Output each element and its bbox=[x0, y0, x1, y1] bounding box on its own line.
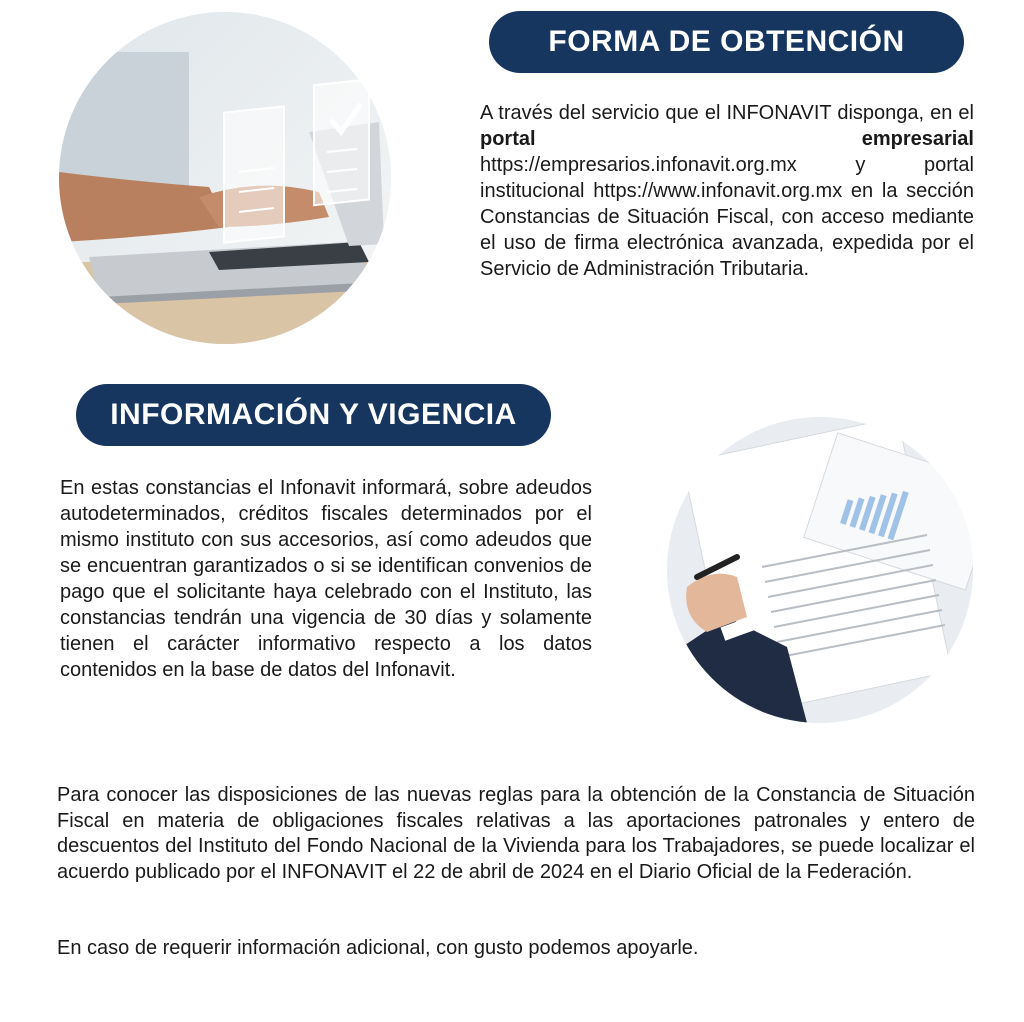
footer-paragraph: Para conocer las disposiciones de las nuevas reglas para la obtención de la Constancia de Situación Fiscal en materia de obligaciones fiscales relativas a las aportaciones patronales y entero de descuentos del Instituto del Fondo Nacional de la Vivienda para los Trabajadores, se puede localizar el acuerdo publicado por el INFONAVIT el 22 de abril de 2024 en el Diario Oficial de la Federación. bbox=[57, 784, 975, 883]
portal-empresarial-bold: portal empresarial bbox=[480, 128, 974, 150]
section-title-informacion-vigencia: INFORMACIÓN Y VIGENCIA bbox=[76, 384, 551, 446]
documents-pen-photo bbox=[667, 417, 973, 723]
laptop-illustration-icon bbox=[59, 12, 391, 344]
documents-illustration-icon bbox=[667, 417, 973, 723]
laptop-documents-photo bbox=[59, 12, 391, 344]
section-title-forma-obtencion: FORMA DE OBTENCIÓN bbox=[489, 11, 964, 73]
forma-obtencion-paragraph bbox=[480, 100, 974, 282]
closing-line: En caso de requerir información adicional, con gusto podemos apoyarle. bbox=[57, 937, 699, 959]
forma-obtencion-text-end: https://empresarios.infonavit.org.mx y portal institucional https://www.infonavit.org.mx en la sección Constancias de Situación Fiscal, con acceso mediante el uso de firma electrónica avanzada, expedida por el Servicio de Administración Tributaria. bbox=[480, 154, 974, 280]
informacion-vigencia-paragraph: En estas constancias el Infonavit informará, sobre adeudos autodeterminados, créditos fiscales determinados por el mismo instituto con sus accesorios, así como adeudos que se encuentran garantizados o si se identifican convenios de pago que el solicitante haya celebrado con el Instituto, las constancias tendrán una vigencia de 30 días y solamente tienen el carácter informativo respecto a los datos contenidos en la base de datos del Infonavit. bbox=[60, 477, 592, 681]
forma-obtencion-text-start: A través del servicio que el INFONAVIT disponga, en el bbox=[480, 102, 974, 124]
